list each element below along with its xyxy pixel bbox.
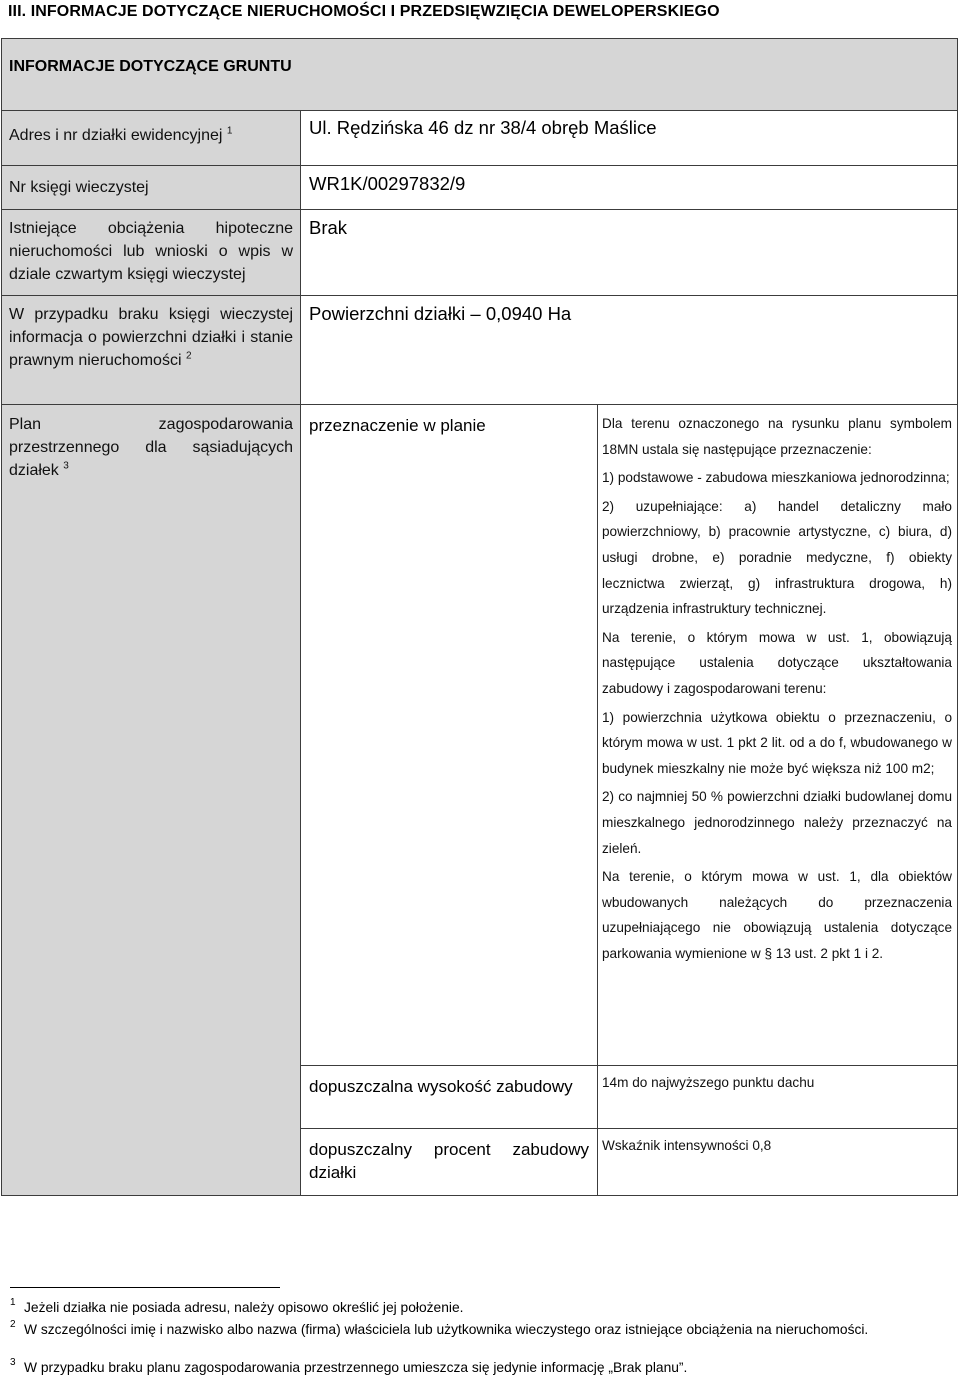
purpose-label: przeznaczenie w planie (301, 405, 598, 1066)
footnote-number: 2 (10, 1319, 16, 1330)
coverage-label: dopuszczalny procent zabudowy działki (301, 1129, 598, 1196)
mortgage-label: Istniejące obciążenia hipoteczne nieruchomości lub wnioski o wpis w dziale czwartym księgi wieczystej (2, 210, 301, 296)
purpose-paragraph: 1) podstawowe - zabudowa mieszkaniowa jednorodzinna; (602, 470, 950, 486)
address-value: Ul. Rędzińska 46 dz nr 38/4 obręb Maślice (301, 111, 958, 166)
footnote-ref: 3 (63, 460, 69, 472)
address-label: Adres i nr działki ewidencyjnej $^1$ (2, 111, 301, 166)
purpose-paragraph: 2) uzupełniające: a) handel detaliczny mało powierzchniowy, b) pracownie artystyczne, c) biura, d) usługi drobne, e) poradnie medyczne, f) obiekty lecznictwa zwierząt, g) infrastruktura drogowa, h) urządzenia infrastruktury technicznej. (602, 498, 952, 617)
footnote-text: Jeżeli działka nie posiada adresu, należy opisowo określić jej położenie. (24, 1300, 464, 1315)
footnote-1 (10, 1299, 956, 1317)
footnote-text: W szczególności imię i nazwisko albo nazwa (firma) właściciela lub użytkownika wieczystego oraz istniejące obciążenia na nieruchomości. (24, 1322, 869, 1337)
no-register-label: W przypadku braku księgi wieczystej informacja o powierzchni działki i stanie prawnym nieruchomości $^2$ (2, 296, 301, 405)
footnote-ref: 2 (185, 350, 192, 362)
purpose-paragraph: 2) co najmniej 50 % powierzchni działki budowlanej domu mieszkalnego jednorodzinnego należy przeznaczyć na zieleń. (602, 789, 952, 856)
footnote-number: 1 (10, 1297, 16, 1308)
footnote-number: 3 (10, 1357, 16, 1368)
mortgage-value: Brak (301, 210, 958, 296)
footnote-3 (10, 1359, 956, 1377)
height-label: dopuszczalna wysokość zabudowy (301, 1066, 598, 1129)
footnote-text: W przypadku braku planu zagospodarowania przestrzennego umieszcza się jedynie informację „Brak planu”. (24, 1360, 688, 1375)
land-register-value: WR1K/00297832/9 (301, 166, 958, 210)
height-value: 14m do najwyższego punktu dachu (598, 1066, 958, 1129)
purpose-paragraph: 1) powierzchnia użytkowa obiektu o przeznaczeniu, o którym mowa w ust. 1 pkt 2 lit. od a do f, wbudowanego w budynek mieszkalny nie może być większa niż 100 m2; (602, 709, 952, 776)
purpose-paragraph: Na terenie, o którym mowa w ust. 1, dla obiektów wbudowanych należących do przeznaczenia uzupełniającego nie obowiązują ustalenia dotyczące parkowania wymienione w § 13 ust. 2 pkt 1 i 2. (602, 869, 952, 961)
footnote-ref: 1 (226, 125, 233, 137)
footnote-2 (10, 1321, 956, 1339)
purpose-paragraph: Dla terenu oznaczonego na rysunku planu symbolem 18MN ustala się następujące przeznaczenie: (602, 416, 952, 457)
no-register-value: Powierzchni działki – 0,0940 Ha (301, 296, 958, 405)
footnote-separator (10, 1287, 280, 1288)
plan-label: Plan zagospodarowania przestrzennego dla sąsiadujących działek $^3$ (2, 405, 301, 1196)
land-register-label: Nr księgi wieczystej (2, 166, 301, 210)
purpose-paragraph: Na terenie, o którym mowa w ust. 1, obowiązują następujące ustalenia dotyczące ukształtowania zabudowy i zagospodarowani terenu: (602, 629, 952, 696)
section-heading: III. INFORMACJE DOTYCZĄCE NIERUCHOMOŚCI I PRZEDSIĘWZIĘCIA DEWELOPERSKIEGO (8, 3, 720, 20)
coverage-value: Wskaźnik intensywności 0,8 (598, 1129, 958, 1196)
land-info-table (1, 38, 958, 1196)
purpose-description (598, 405, 958, 1066)
table-subheading: INFORMACJE DOTYCZĄCE GRUNTU (2, 39, 958, 111)
